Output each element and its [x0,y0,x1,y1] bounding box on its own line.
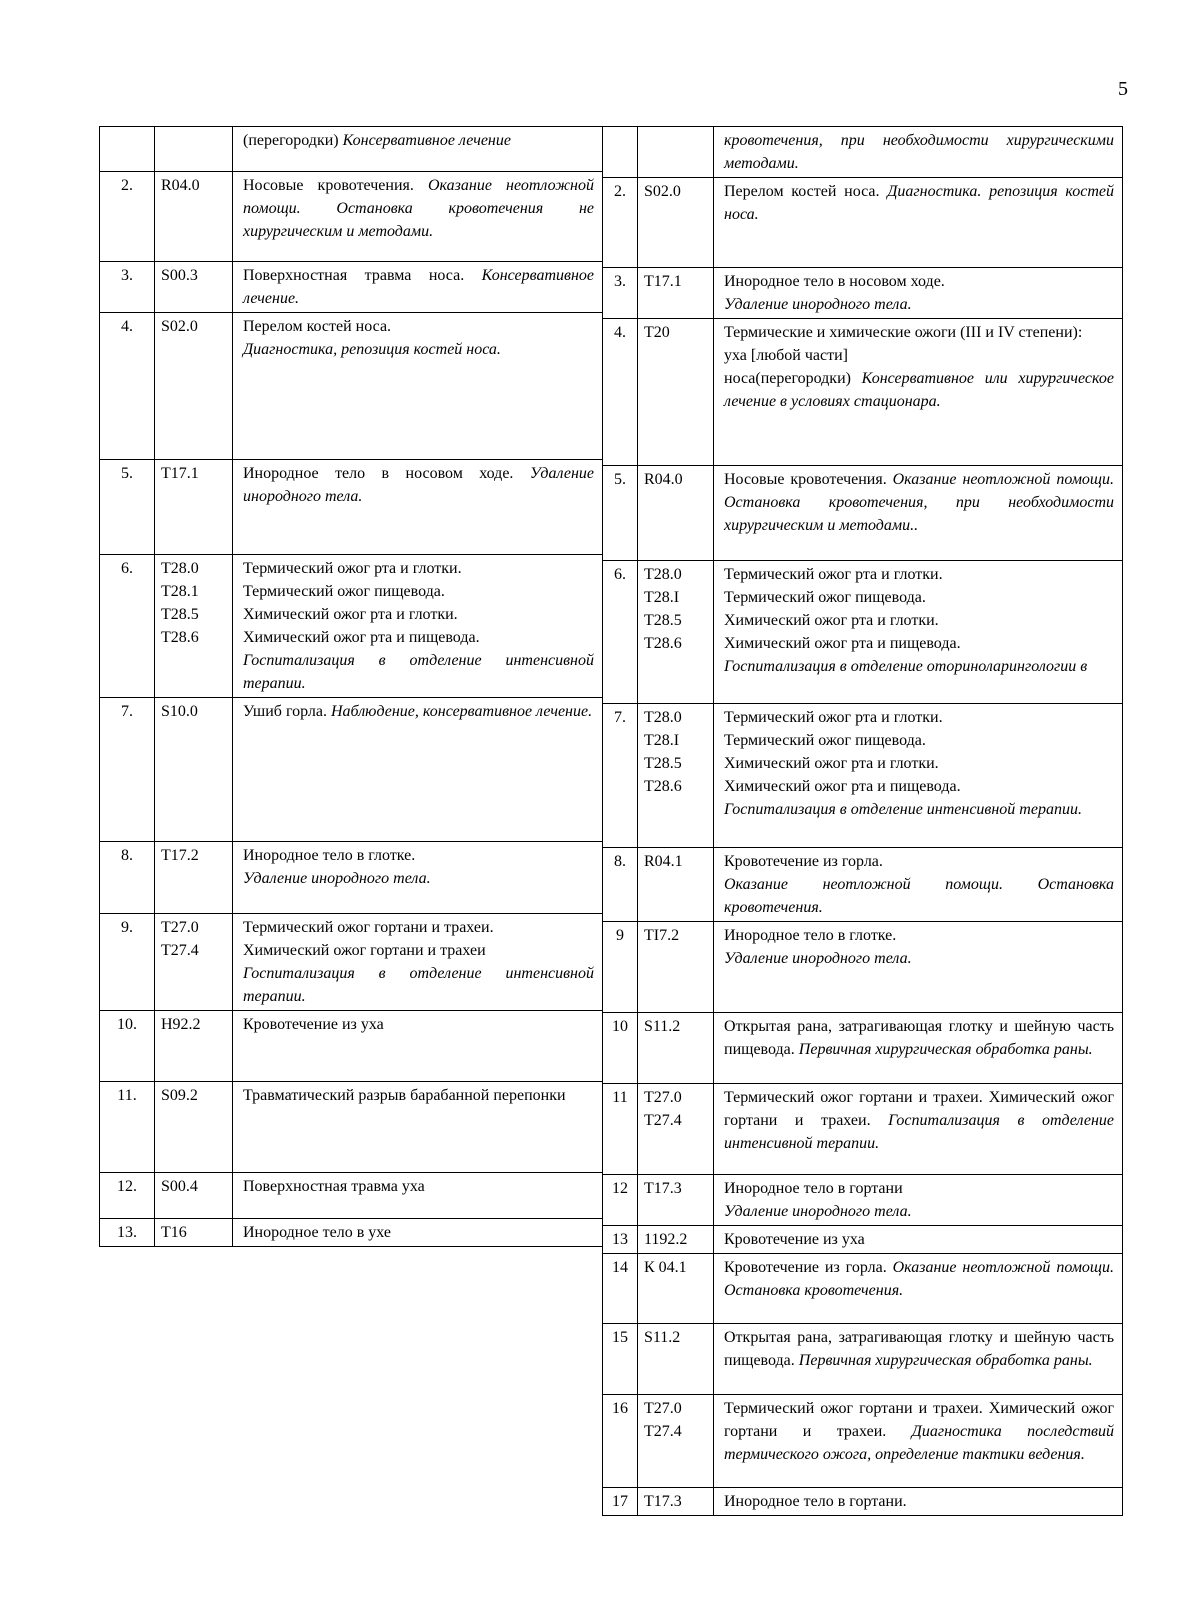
treatment-text: кровотечения, при необходимости хирургическими методами. [724,132,1114,172]
table-row [100,914,603,1011]
table-row [100,460,603,555]
diagnosis-text: Термический ожог гортани и трахеи. Химический ожог гортани и трахеи. [724,1400,1114,1440]
diagnosis-text: Кровотечение из уха [724,1231,865,1248]
description [714,1395,1123,1488]
icd-code [638,178,714,268]
diagnosis-text: уха [любой части] [724,347,848,364]
icd-code-line: T16 [161,1224,187,1241]
table-row [100,172,603,262]
icd-code-line: T28.0 [161,560,199,577]
description [714,127,1123,178]
treatment-text: Оказание неотложной помощи. Остановка кровотечения. [724,876,1114,916]
description [714,319,1123,466]
description [714,1488,1123,1516]
diagnosis-text: Инородное тело в носовом ходе. [724,273,945,290]
row-number [100,127,155,172]
icd-code-line: S00.3 [161,267,198,284]
treatment-text: Госпитализация в отделение интенсивной терапии. [724,1112,1115,1152]
left-table [99,126,603,1247]
row-number: 6. [100,555,155,698]
row-number: 8. [100,842,155,914]
table-row [603,1084,1123,1175]
row-number: 5. [603,466,638,561]
right-table [602,126,1123,1516]
diagnosis-text: Открытая рана, затрагивающая глотку и шейную часть пищевода. [724,1329,1114,1369]
treatment-text: Консервативное лечение [342,132,511,149]
treatment-text: Удаление инородного тела. [724,296,912,313]
icd-code-line: T28.0 [644,709,682,726]
icd-code-line: T27.0 [644,1400,682,1417]
diagnosis-text: носа(перегородки) [724,370,862,387]
description [714,466,1123,561]
treatment-text: Диагностика последствий термического ожога, определение тактики ведения. [724,1423,1114,1463]
icd-code-line: R04.0 [644,471,683,488]
diagnosis-text: Инородное тело в носовом ходе. [243,465,530,482]
description [714,1084,1123,1175]
diagnosis-text: Кровотечение из горла. [724,1259,893,1276]
treatment-text: Госпитализация в отделение интенсивной терапии. [243,965,594,1005]
table-row [603,268,1123,319]
diagnosis-text: Ушиб горла. [243,703,331,720]
icd-code-line: S11.2 [644,1018,681,1035]
diagnosis-text: Термический ожог пищевода. [243,583,445,600]
icd-code-line: S02.0 [161,318,198,335]
diagnosis-text: Термический ожог пищевода. [724,589,926,606]
table-row [100,313,603,460]
icd-code-line: H92.2 [161,1016,201,1033]
icd-code-line: T17.3 [644,1180,682,1197]
table-row [603,319,1123,466]
diagnosis-text: Химический ожог рта и глотки. [724,612,939,629]
description [714,704,1123,848]
table-row [603,704,1123,848]
description [233,172,603,262]
treatment-text: Оказание неотложной помощи. Остановка кровотечения. [724,1259,1114,1299]
icd-code-line: T17.1 [161,465,199,482]
table-row [603,1324,1123,1395]
treatment-text: Удаление инородного тела. [724,1203,912,1220]
table-row [100,262,603,313]
description [714,268,1123,319]
diagnosis-text: Травматический разрыв барабанной перепонки [243,1087,566,1104]
icd-code-line: T27.4 [644,1423,682,1440]
icd-code [638,1175,714,1226]
treatment-text: Диагностика. репозиция костей носа. [724,183,1114,223]
icd-code [155,127,233,172]
diagnosis-text: Термический ожог гортани и трахеи. Химический ожог гортани и трахеи. [724,1089,1114,1129]
icd-code [155,460,233,555]
treatment-text: Диагностика, репозиция костей носа. [243,341,501,358]
diagnosis-text: Химический ожог рта и пищевода. [724,778,961,795]
row-number: 9 [603,922,638,1013]
row-number: 10 [603,1013,638,1084]
diagnosis-text: Открытая рана, затрагивающая глотку и шейную часть пищевода. [724,1018,1114,1058]
row-number: 12. [100,1173,155,1219]
description [714,561,1123,704]
icd-code-line: T27.4 [644,1112,682,1129]
treatment-text: Оказание неотложной помощи. Остановка кровотечения, при необходимости хирургическим и методами.. [724,471,1114,534]
icd-code [638,704,714,848]
diagnosis-text: Химический ожог рта и глотки. [243,606,458,623]
icd-code [638,922,714,1013]
description [233,1219,603,1247]
table-row [100,1082,603,1173]
icd-code-line: 1192.2 [644,1231,688,1248]
row-number: 12 [603,1175,638,1226]
description [714,1175,1123,1226]
diagnosis-text: Химический ожог гортани и трахеи [243,942,486,959]
icd-code-line: К 04.1 [644,1259,687,1276]
diagnosis-text: Инородное тело в гортани [724,1180,903,1197]
table-row [603,178,1123,268]
icd-code-line: T28.I [644,732,680,749]
treatment-text: Удаление инородного тела. [243,870,431,887]
icd-code [155,172,233,262]
table-row [603,127,1123,178]
icd-code-line: T28.5 [644,612,682,629]
icd-code-line: S00.4 [161,1178,198,1195]
icd-code-line: T28.5 [161,606,199,623]
treatment-text: Оказание неотложной помощи. Остановка кровотечения не хирургическим и методами. [243,177,594,240]
table-row [603,848,1123,922]
treatment-text: Госпитализация в отделение интенсивной терапии. [243,652,594,692]
table-row [603,1254,1123,1324]
table-row [603,1013,1123,1084]
icd-code-line: T28.I [644,589,680,606]
description [233,262,603,313]
description [714,1226,1123,1254]
icd-code-line: S11.2 [644,1329,681,1346]
icd-code [155,1011,233,1082]
icd-code-line: T17.3 [644,1493,682,1510]
table-row [603,1395,1123,1488]
icd-code [155,842,233,914]
table-row [603,561,1123,704]
table-row [603,1175,1123,1226]
icd-code-line: T28.6 [644,635,682,652]
row-number [603,127,638,178]
icd-code [638,1254,714,1324]
table-row [100,1219,603,1247]
treatment-text: Удаление инородного тела. [243,465,594,505]
row-number: 13. [100,1219,155,1247]
icd-code-line: T28.0 [644,566,682,583]
icd-code-line: S10.0 [161,703,198,720]
treatment-text: Консервативное или хирургическое лечение в условиях стационара. [724,370,1114,410]
icd-code-line: R04.1 [644,853,683,870]
icd-code [155,914,233,1011]
table-row [100,842,603,914]
icd-code [155,262,233,313]
row-number: 4. [100,313,155,460]
icd-code-line: R04.0 [161,177,200,194]
diagnosis-text: Инородное тело в ухе [243,1224,391,1241]
icd-code [155,313,233,460]
row-number: 14 [603,1254,638,1324]
row-number: 2. [100,172,155,262]
diagnosis-text: Термический ожог рта и глотки. [243,560,462,577]
icd-code [638,319,714,466]
diagnosis-text: Кровотечение из уха [243,1016,384,1033]
diagnosis-text: Инородное тело в глотке. [243,847,416,864]
page-number: 5 [1118,78,1128,100]
row-number: 4. [603,319,638,466]
row-number: 3. [100,262,155,313]
icd-code [155,1219,233,1247]
diagnosis-text: Инородное тело в глотке. [724,927,897,944]
description [714,178,1123,268]
treatment-text: Первичная хирургическая обработка раны. [798,1352,1093,1369]
table-row [100,127,603,172]
treatment-text: Наблюдение, консервативное лечение. [330,703,593,720]
icd-code [638,848,714,922]
icd-code [638,268,714,319]
description [233,698,603,842]
description [233,127,603,172]
diagnosis-text: Носовые кровотечения. [724,471,893,488]
row-number: 10. [100,1011,155,1082]
diagnosis-text: Термический ожог пищевода. [724,732,926,749]
description [233,460,603,555]
table-row [603,1226,1123,1254]
icd-code-line: T20 [644,324,670,341]
diagnosis-text: Перелом костей носа. [243,318,392,335]
diagnosis-text: (перегородки) [243,132,343,149]
diagnosis-text: Термический ожог гортани и трахеи. [243,919,494,936]
row-number: 2. [603,178,638,268]
icd-code-line: S02.0 [644,183,681,200]
description [233,555,603,698]
row-number: 5. [100,460,155,555]
icd-code [638,1488,714,1516]
treatment-text: Госпитализация в отделение интенсивной терапии. [724,801,1082,818]
description [233,313,603,460]
description [714,922,1123,1013]
treatment-text: Первичная хирургическая обработка раны. [798,1041,1093,1058]
table-row [603,466,1123,561]
icd-code-line: T28.6 [161,629,199,646]
diagnosis-text: Перелом костей носа. [724,183,888,200]
icd-code [638,1395,714,1488]
table-row [603,1488,1123,1516]
row-number: 15 [603,1324,638,1395]
icd-code [155,698,233,842]
icd-code [638,1013,714,1084]
row-number: 7. [100,698,155,842]
treatment-text: Госпитализация в отделение оториноларингологии в [724,658,1088,675]
diagnosis-text: Термический ожог рта и глотки. [724,566,943,583]
icd-code-line: T17.2 [161,847,199,864]
description [233,842,603,914]
icd-code-line: T17.1 [644,273,682,290]
table-row [603,922,1123,1013]
row-number: 7. [603,704,638,848]
row-number: 8. [603,848,638,922]
description [714,848,1123,922]
diagnosis-text: Термические и химические ожоги (III и IV степени): [724,324,1083,341]
icd-code [638,561,714,704]
diagnosis-text: Поверхностная травма уха [243,1178,425,1195]
diagnosis-text: Химический ожог рта и пищевода. [243,629,480,646]
diagnosis-text: Поверхностная травма носа. [243,267,482,284]
diagnosis-text: Термический ожог рта и глотки. [724,709,943,726]
icd-code-line: TI7.2 [644,927,680,944]
description [233,1011,603,1082]
description [233,1173,603,1219]
description [233,1082,603,1173]
description [233,914,603,1011]
table-row [100,698,603,842]
table-row [100,555,603,698]
icd-code-line: T28.5 [644,755,682,772]
treatment-text: Консервативное лечение. [243,267,594,307]
icd-code [155,555,233,698]
diagnosis-text: Носовые кровотечения. [243,177,428,194]
icd-code [638,1324,714,1395]
description [714,1254,1123,1324]
icd-code [638,466,714,561]
row-number: 16 [603,1395,638,1488]
row-number: 9. [100,914,155,1011]
row-number: 11. [100,1082,155,1173]
icd-code [638,1084,714,1175]
table-row [100,1173,603,1219]
icd-code [638,127,714,178]
icd-code-line: T28.6 [644,778,682,795]
icd-code-line: T27.0 [644,1089,682,1106]
row-number: 13 [603,1226,638,1254]
description [714,1013,1123,1084]
row-number: 6. [603,561,638,704]
row-number: 3. [603,268,638,319]
diagnosis-text: Химический ожог рта и пищевода. [724,635,961,652]
treatment-text: Удаление инородного тела. [724,950,912,967]
icd-code [155,1173,233,1219]
diagnosis-text: Химический ожог рта и глотки. [724,755,939,772]
icd-code-line: T28.1 [161,583,199,600]
diagnosis-text: Кровотечение из горла. [724,853,883,870]
icd-code-line: T27.4 [161,942,199,959]
row-number: 17 [603,1488,638,1516]
icd-code [638,1226,714,1254]
diagnosis-text: Инородное тело в гортани. [724,1493,907,1510]
description [714,1324,1123,1395]
icd-code-line: T27.0 [161,919,199,936]
row-number: 11 [603,1084,638,1175]
icd-code-line: S09.2 [161,1087,198,1104]
table-row [100,1011,603,1082]
icd-code [155,1082,233,1173]
